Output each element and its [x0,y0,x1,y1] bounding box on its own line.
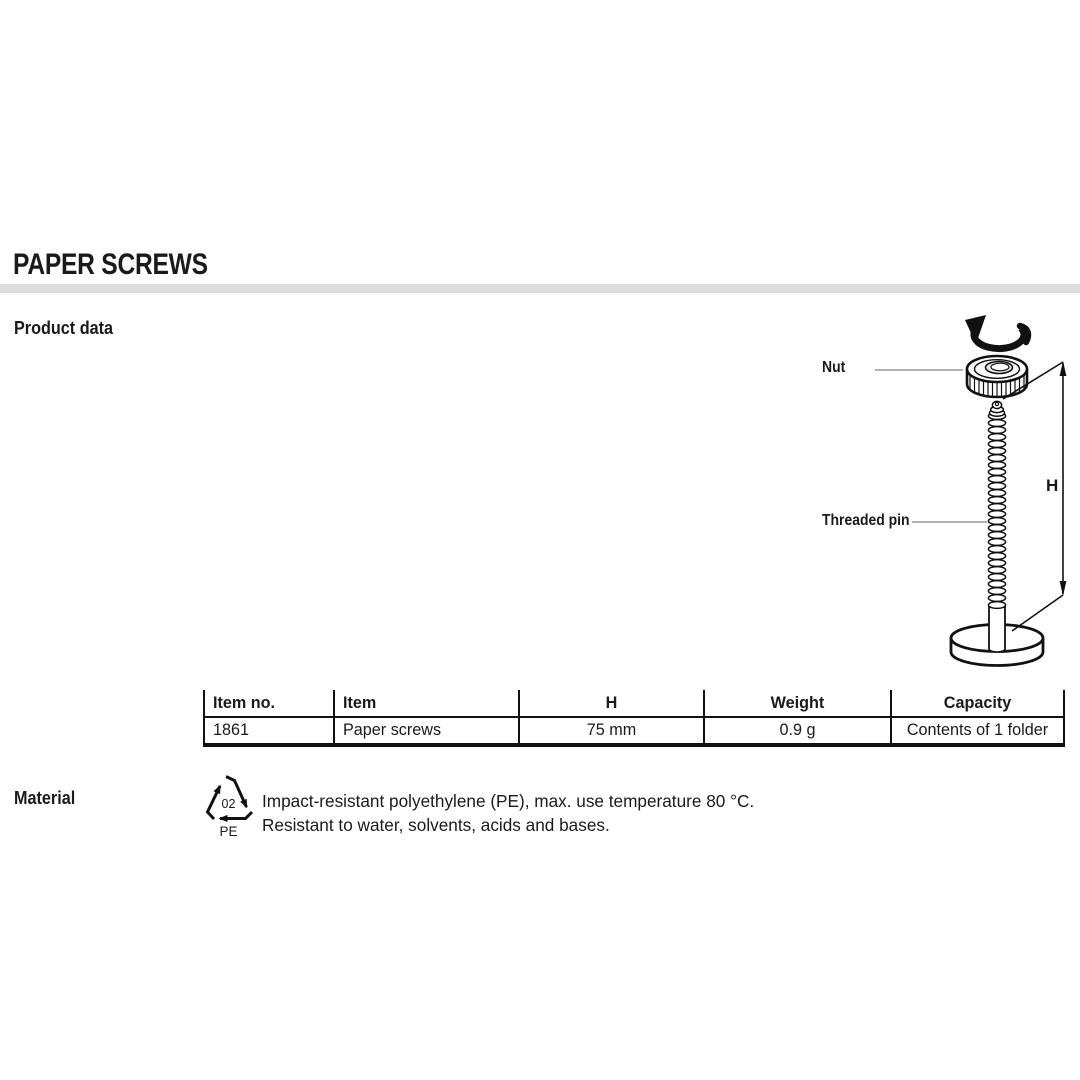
cell-item: Paper screws [334,717,519,745]
material-description [262,790,754,837]
paper-screw-diagram [800,300,1080,680]
header-item-no: Item no. [204,690,334,717]
header-item: Item [334,690,519,717]
rotation-arrow-icon [965,315,1028,349]
table-header-row [204,690,1064,717]
material-description-line2: Resistant to water, solvents, acids and bases. [262,814,610,835]
nut [967,356,1027,397]
recycling-code-text: 02 [221,797,236,811]
table-row [204,717,1064,745]
material-description-line1: Impact-resistant polyethylene (PE), max. use temperature 80 °C. [262,791,755,811]
cell-weight: 0.9 g [704,717,891,745]
header-capacity: Capacity [891,690,1064,717]
nut-callout-label: Nut [822,359,846,376]
page-title: PAPER SCREWS [13,248,208,281]
header-h: H [519,690,704,717]
height-dimension-label: H [1046,476,1059,495]
cell-item-no: 1861 [204,717,334,745]
leader-lines [875,370,987,522]
product-data-heading: Product data [14,318,114,338]
header-weight: Weight [704,690,891,717]
recycling-symbol-icon [201,774,257,842]
height-dimension [1003,361,1066,631]
material-heading: Material [14,788,76,808]
threaded-pin [988,401,1005,608]
pin-shaft [989,605,1005,652]
product-data-table [203,690,1063,747]
cell-capacity: Contents of 1 folder [891,717,1064,745]
threaded-pin-callout-label: Threaded pin [822,512,910,529]
title-divider-rule [0,284,1080,293]
recycling-abbr-text: PE [219,824,238,839]
cell-h: 75 mm [519,717,704,745]
